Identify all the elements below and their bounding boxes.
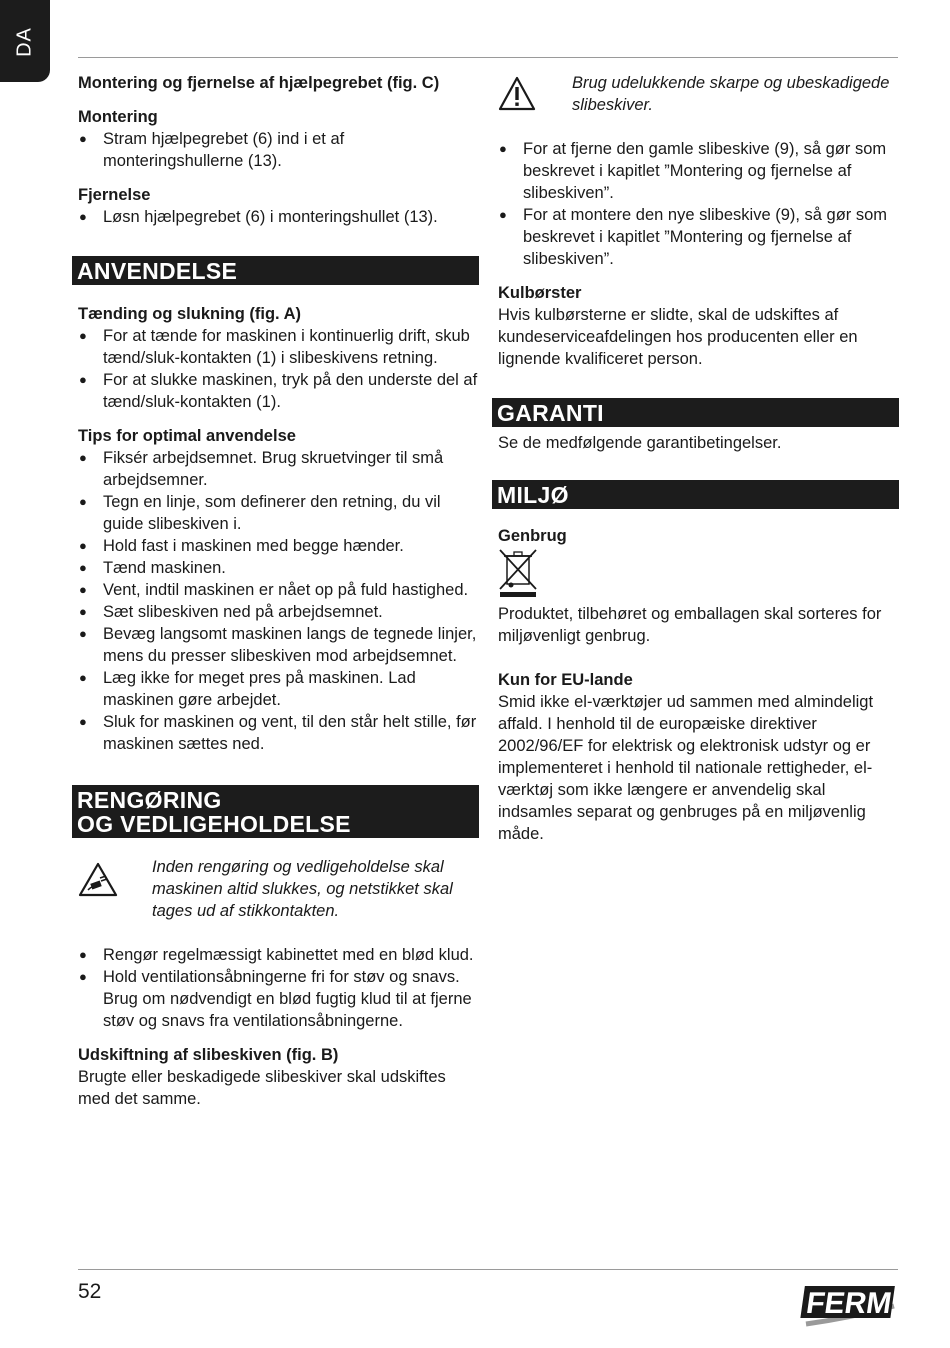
- list-item: ● Stram hjælpegrebet (6) ind i et af monteringshullerne (13).: [78, 128, 478, 172]
- cleaning-heading-line-1: RENGØRING: [77, 787, 222, 813]
- left-column: [78, 72, 478, 1110]
- list-item: ● Tænd maskinen.: [78, 557, 478, 579]
- list-item: ● Hold ventilationsåbningerne fri for støv og snavs. Brug om nødvendigt en blød fugtig klud til at fjerne støv og snavs fra ventilationsåbningerne.: [78, 966, 478, 1032]
- list-item: ● Sluk for maskinen og vent, til den står helt stille, før maskinen sættes ned.: [78, 711, 478, 755]
- replace-subheading: Udskiftning af slibeskiven (fig. B): [78, 1046, 339, 1064]
- remove-list: [78, 206, 478, 228]
- disc-warning-text: Brug udelukkende skarpe og ubeskadigede slibeskiver.: [572, 74, 890, 114]
- mount-list: [78, 128, 478, 172]
- list-item: ● Sæt slibeskiven ned på arbejdsemnet.: [78, 601, 478, 623]
- warning-triangle-icon: [498, 72, 572, 118]
- list-item: ● Læg ikke for meget pres på maskinen. Lad maskinen gøre arbejdet.: [78, 667, 478, 711]
- eu-subheading: Kun for EU-lande: [498, 671, 633, 689]
- list-item: ● Tegn en linje, som definerer den retning, du vil guide slibeskiven i.: [78, 491, 478, 535]
- cleaning-warning: [78, 856, 478, 922]
- disc-list: [498, 138, 898, 270]
- list-item: ● Rengør regelmæssigt kabinettet med en blød klud.: [78, 944, 478, 966]
- right-column: [498, 72, 898, 845]
- cleaning-list: [78, 944, 478, 1032]
- page-number: 52: [78, 1280, 102, 1303]
- section-heading-guarantee: GARANTI: [492, 398, 899, 427]
- eu-text: Smid ikke el-værktøjer ud sammen med almindeligt affald. I henhold til de europæiske direktiver 2002/96/EF for elektrisk og elektronisk udstyr og er implementeret i henhold til nationale rettigheder, el-værktøj som ikke længere er anvendelig skal indsamles separat og genbruges på en miljøvenlig måde.: [498, 693, 874, 843]
- section-heading-environment: MILJØ: [492, 480, 899, 509]
- list-item: ● Vent, indtil maskinen er nået op på fuld hastighed.: [78, 579, 478, 601]
- list-item: ● For at tænde for maskinen i kontinuerlig drift, skub tænd/sluk-kontakten (1) i slibeskivens retning.: [78, 325, 478, 369]
- list-item: ● Hold fast i maskinen med begge hænder.: [78, 535, 478, 557]
- list-item: ● For at fjerne den gamle slibeskive (9), så gør som beskrevet i kapitlet ”Montering og fjernelse af slibeskiven”.: [498, 138, 898, 204]
- list-item: ● Fiksér arbejdsemnet. Brug skruetvinger til små arbejdsemner.: [78, 447, 478, 491]
- language-tab: [0, 0, 50, 82]
- guarantee-text: Se de medfølgende garantibetingelser.: [498, 434, 782, 452]
- list-item: ● For at montere den nye slibeskive (9), så gør som beskrevet i kapitlet ”Montering og fjernelse af slibeskiven”.: [498, 204, 898, 270]
- tips-list: [78, 447, 478, 755]
- list-item: ● Løsn hjælpegrebet (6) i monteringshullet (13).: [78, 206, 478, 228]
- aux-handle-title: Montering og fjernelse af hjælpegrebet (fig. C): [78, 74, 440, 92]
- crossed-bin-icon: [498, 547, 898, 599]
- brand-logo: [800, 1278, 900, 1330]
- brand-logo-text: FERM: [804, 1287, 894, 1320]
- onoff-subheading: Tænding og slukning (fig. A): [78, 305, 302, 323]
- section-heading-use: ANVENDELSE: [72, 256, 479, 285]
- replace-text: Brugte eller beskadigede slibeskiver skal udskiftes med det samme.: [78, 1068, 446, 1108]
- unplug-warning-icon: [78, 856, 152, 904]
- section-heading-cleaning: [72, 785, 479, 838]
- cleaning-heading-line-2: OG VEDLIGEHOLDELSE: [77, 811, 351, 837]
- tips-subheading: Tips for optimal anvendelse: [78, 427, 296, 445]
- list-item: ● For at slukke maskinen, tryk på den underste del af tænd/sluk-kontakten (1).: [78, 369, 478, 413]
- onoff-list: [78, 325, 478, 413]
- top-divider: [78, 57, 898, 58]
- language-code: DA: [13, 27, 36, 57]
- bottom-divider: [78, 1269, 898, 1270]
- list-item: ● Bevæg langsomt maskinen langs de tegnede linjer, mens du presser slibeskiven mod arbejdsemnet.: [78, 623, 478, 667]
- remove-subheading: Fjernelse: [78, 186, 151, 204]
- brushes-subheading: Kulbørster: [498, 284, 582, 302]
- recycle-subheading: Genbrug: [498, 527, 567, 545]
- mount-subheading: Montering: [78, 108, 158, 126]
- recycle-text: Produktet, tilbehøret og emballagen skal sorteres for miljøvenligt genbrug.: [498, 605, 882, 645]
- brushes-text: Hvis kulbørsterne er slidte, skal de udskiftes af kundeserviceafdelingen hos producenten eller en lignende kvalificeret person.: [498, 306, 858, 368]
- disc-warning: [498, 72, 898, 118]
- cleaning-warning-text: Inden rengøring og vedligeholdelse skal maskinen altid slukkes, og netstikket skal tages ud af stikkontakten.: [152, 858, 453, 920]
